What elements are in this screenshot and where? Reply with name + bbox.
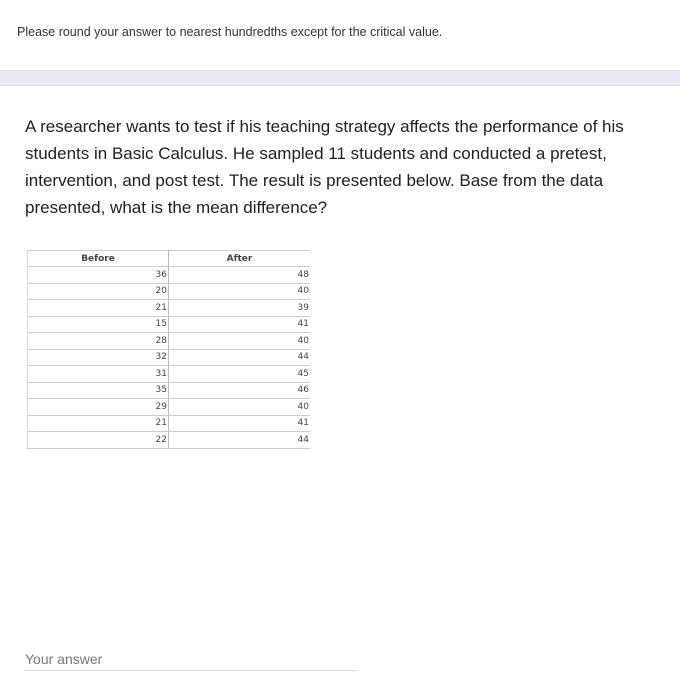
header-after: After <box>169 251 311 267</box>
table-row <box>28 415 311 432</box>
cell-after: 46 <box>169 382 311 399</box>
cell-before: 28 <box>28 333 169 350</box>
table-row <box>28 432 311 449</box>
cell-after: 44 <box>169 432 311 449</box>
answer-input[interactable] <box>25 648 357 671</box>
cell-after: 39 <box>169 300 311 317</box>
instruction-text: Please round your answer to nearest hundredths except for the critical value. <box>17 25 443 39</box>
cell-after: 41 <box>169 316 311 333</box>
cell-before: 36 <box>28 267 169 284</box>
cell-before: 29 <box>28 399 169 416</box>
cell-before: 32 <box>28 349 169 366</box>
cell-before: 31 <box>28 366 169 383</box>
table-row <box>28 349 311 366</box>
table-row <box>28 333 311 350</box>
table-row <box>28 382 311 399</box>
table-row <box>28 283 311 300</box>
section-divider <box>0 70 680 86</box>
cell-after: 40 <box>169 283 311 300</box>
cell-after: 41 <box>169 415 311 432</box>
cell-after: 40 <box>169 333 311 350</box>
table-row <box>28 267 311 284</box>
cell-before: 15 <box>28 316 169 333</box>
cell-before: 21 <box>28 300 169 317</box>
cell-before: 21 <box>28 415 169 432</box>
cell-after: 44 <box>169 349 311 366</box>
cell-before: 35 <box>28 382 169 399</box>
cell-after: 40 <box>169 399 311 416</box>
data-table <box>27 250 310 449</box>
cell-after: 48 <box>169 267 311 284</box>
table-row <box>28 366 311 383</box>
cell-before: 22 <box>28 432 169 449</box>
cell-before: 20 <box>28 283 169 300</box>
cell-after: 45 <box>169 366 311 383</box>
header-before: Before <box>28 251 169 267</box>
table-row <box>28 316 311 333</box>
table-row <box>28 300 311 317</box>
table-row <box>28 399 311 416</box>
question-text: A researcher wants to test if his teaching strategy affects the performance of his students in Basic Calculus. He sampled 11 students and conducted a pretest, intervention, and post test. The result is presented below. Base from the data presented, what is the mean difference? <box>25 117 624 217</box>
